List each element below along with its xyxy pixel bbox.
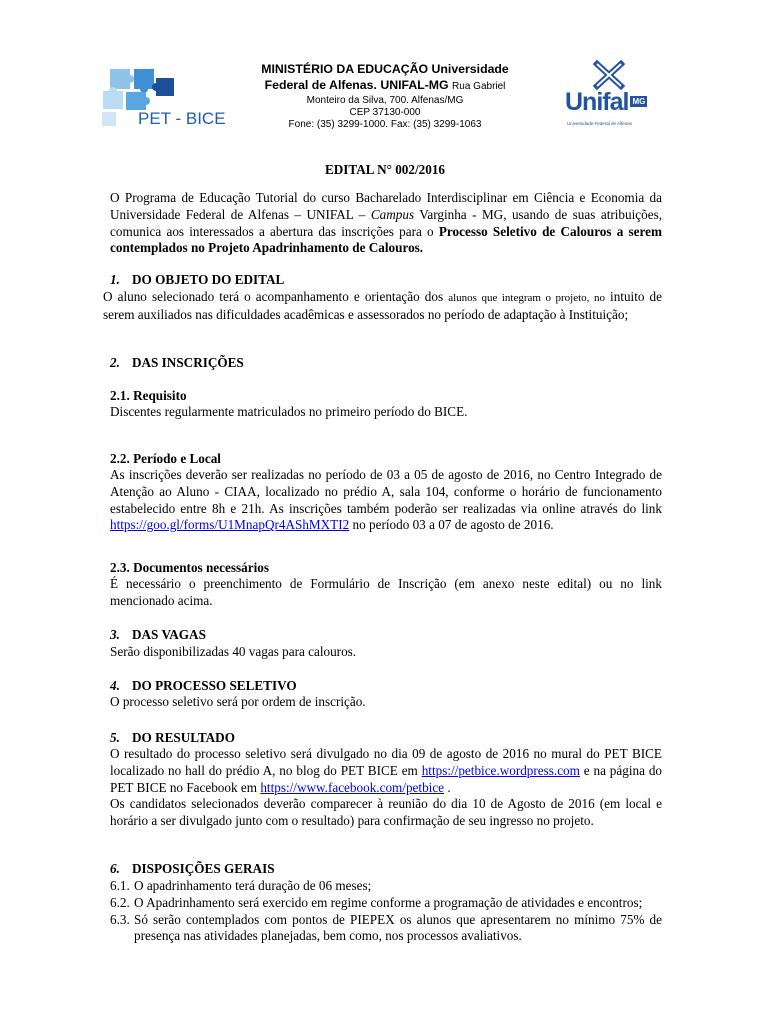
unifal-text: Unifal (565, 88, 629, 116)
section-6-list (110, 878, 662, 945)
header-line1: MINISTÉRIO DA EDUCAÇÃO Universidade (261, 62, 509, 76)
section-2-1-text: Discentes regularmente matriculados no primeiro período do BICE. (110, 404, 468, 419)
section-1-heading (110, 271, 284, 288)
section-5-number: 5. (110, 730, 120, 745)
section-2-title: DAS INSCRIÇÕES (132, 355, 244, 370)
unifal-subtitle: Universidade Federal de Alfenas (567, 121, 633, 126)
section-2-2-text-a: As inscrições deverão ser realizadas no período de 03 a 05 de agosto de 2016, no Centro Integrado de Atenção ao Aluno - CIAA, localizado no prédio A, sala 104, conforme o horário de funcionamento estabelecido entre 8h e 21h. As inscrições também poderão ser realizadas via online através do link (110, 467, 662, 516)
header-line2-small: Rua Gabriel (452, 81, 506, 92)
section-4-title: DO PROCESSO SELETIVO (132, 678, 297, 693)
section-3-text: Serão disponibilizadas 40 vagas para calouros. (110, 644, 357, 659)
intro-text-1: O Programa de Educação Tutorial do curso Bacharelado Interdisciplinar em Ciência e Economia da Universidade Federal de Alfenas – UNIFAL – (110, 190, 662, 222)
section-3-number: 3. (110, 627, 120, 642)
section-2-heading (110, 354, 244, 371)
institution-header (220, 61, 550, 131)
section-2-1-heading: 2.1. Requisito (110, 388, 187, 403)
section-6-number: 6. (110, 861, 120, 876)
section-1-number: 1. (110, 272, 120, 287)
section-5-text-a: O resultado do processo seletivo será divulgado no dia 09 de agosto de 2016 no mural do PET BICE localizado no hall do prédio A, no blog do PET BICE em (110, 746, 662, 778)
section-1-text-small: alunos que integram o projeto, no (448, 292, 605, 304)
header-line3: Monteiro da Silva, 700. Alfenas/MG (306, 95, 464, 106)
list-item (110, 878, 662, 895)
section-3-title: DAS VAGAS (132, 627, 206, 642)
section-5-text-2: Os candidatos selecionados deverão comparecer à reunião do dia 10 de Agosto de 2016 (em local e horário a ser divulgado junto com o resultado) para confirmação de seu ingresso no projeto. (110, 796, 662, 829)
section-2-2-text (110, 467, 662, 534)
blog-link[interactable]: https://petbice.wordpress.com (421, 762, 580, 778)
section-6-heading (110, 860, 275, 877)
unifal-tag: MG (632, 97, 646, 106)
section-6-title: DISPOSIÇÕES GERAIS (132, 861, 275, 876)
unifal-emblem-icon (563, 58, 663, 90)
section-1-text (103, 289, 662, 324)
list-item-text: Só serão contemplados com pontos de PIEPEX os alunos que apresentarem no mínimo 75% de presença nas atividades planejadas, bem como, nos processos avaliativos. (134, 911, 662, 944)
document-title: EDITAL N° 002/2016 (324, 162, 446, 177)
intro-paragraph (110, 190, 662, 257)
section-2-3-heading: 2.3. Documentos necessários (110, 560, 269, 575)
section-4-number: 4. (110, 678, 120, 693)
form-link[interactable]: https://goo.gl/forms/U1MnapQr4AShMXTI2 (110, 517, 350, 533)
section-1-text-a: O aluno selecionado terá o acompanhamento e orientação dos (103, 289, 449, 304)
intro-bold: Processo Seletivo de Calouros a serem contemplados no Projeto Apadrinhamento de Calouros. (110, 223, 662, 256)
section-5-text (110, 746, 662, 830)
header-line4: CEP 37130-000 (349, 107, 421, 118)
section-5-text-b: e na página do PET BICE no Facebook em (110, 762, 663, 795)
section-1-title: DO OBJETO DO EDITAL (132, 272, 285, 287)
section-2-number: 2. (110, 355, 120, 370)
intro-text-2: Varginha - MG, usando de suas atribuições, comunica aos interessados a abertura das inscrições para o (110, 206, 662, 239)
list-item-text: O apadrinhamento terá duração de 06 meses; (134, 878, 372, 893)
section-2-3-text: É necessário o preenchimento de Formulário de Inscrição (em anexo neste edital) ou no link mencionado acima. (110, 576, 662, 608)
section-5-text-c: . (444, 779, 451, 795)
header-line2 (220, 77, 550, 95)
list-item-number: 6.3. (110, 911, 130, 927)
list-item-text: O Apadrinhamento será exercido em regime conforme a programação de atividades e encontros; (134, 894, 643, 910)
header-line5: Fone: (35) 3299-1000. Fax: (35) 3299-1063 (288, 119, 482, 130)
section-2-2-text-b: no período 03 a 07 de agosto de 2016. (349, 517, 554, 533)
section-5-title: DO RESULTADO (132, 730, 235, 745)
list-item-number: 6.2. (110, 894, 130, 910)
unifal-wordmark (565, 88, 647, 117)
header-line2-bold: Federal de Alfenas. UNIFAL-MG (264, 78, 449, 92)
unifal-logo (563, 58, 663, 132)
section-2-2-heading: 2.2. Período e Local (110, 451, 221, 466)
section-5-heading (110, 729, 235, 746)
section-3-heading (110, 626, 206, 643)
pet-bice-text: PET - BICE (138, 109, 226, 128)
section-4-text: O processo seletivo será por ordem de inscrição. (110, 694, 366, 709)
list-item-number: 6.1. (110, 878, 130, 893)
pet-bice-logo (98, 66, 226, 130)
section-1-text-b: intuito de serem auxiliados nas dificuldades acadêmicas e assessorados no período de adaptação à Instituição; (103, 289, 662, 322)
facebook-link[interactable]: https://www.facebook.com/petbice (260, 779, 445, 795)
list-item (110, 895, 662, 912)
section-4-heading (110, 677, 297, 694)
list-item (110, 912, 662, 946)
intro-campus: Campus (370, 206, 415, 222)
